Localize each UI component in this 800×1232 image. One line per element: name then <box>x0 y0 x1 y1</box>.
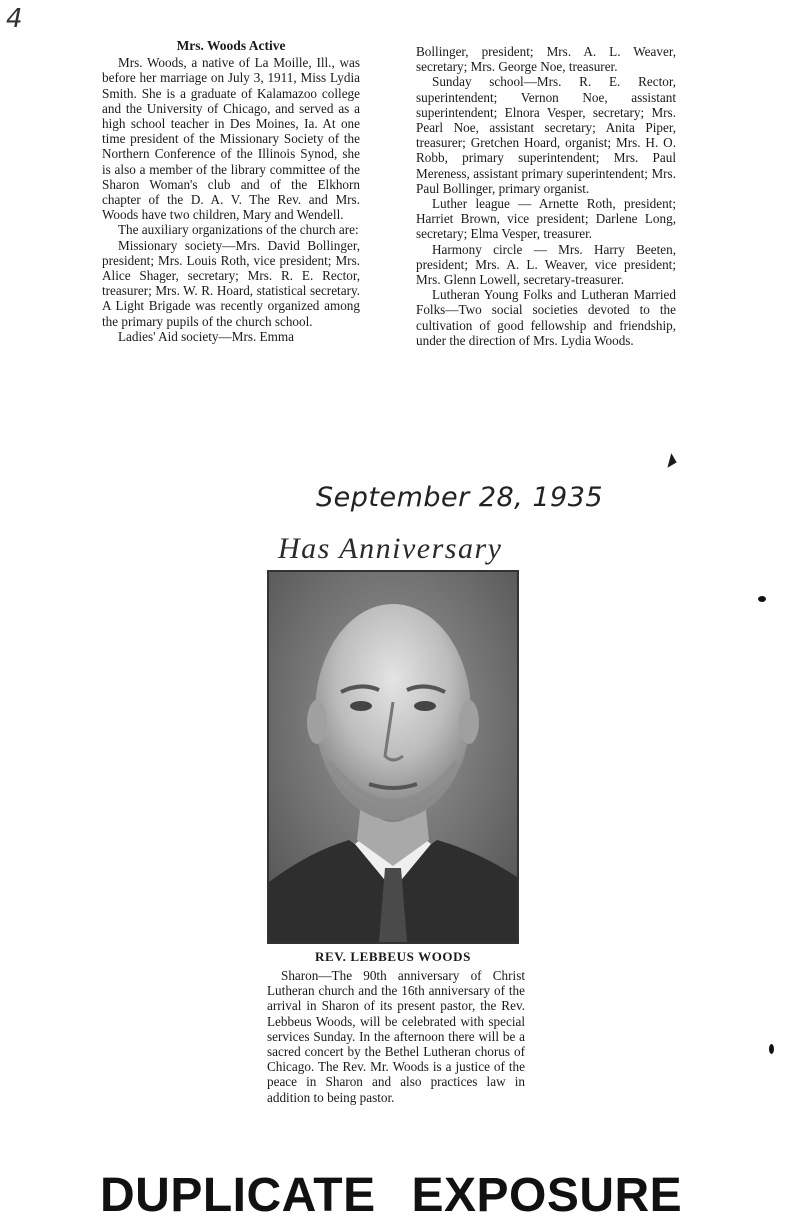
photo-caption: REV. LEBBEUS WOODS <box>315 949 471 964</box>
paragraph: Ladies' Aid society—Mrs. Emma <box>118 328 294 344</box>
paragraph: Bollinger, president; Mrs. A. L. Weaver, secretary; Mrs. George Noe, treasurer. <box>416 44 676 75</box>
end-mark: ◢ <box>660 451 678 470</box>
page-number: 4 <box>6 4 23 34</box>
speck <box>758 596 766 602</box>
portrait-photo <box>267 570 519 944</box>
section-heading: Mrs. Woods Active <box>176 38 286 53</box>
paragraph: Harmony circle — Mrs. Harry Beeten, president; Mrs. A. L. Weaver, vice president; Mrs. Glenn Lowell, secretary-treasurer. <box>416 241 676 288</box>
paragraph: Luther league — Arnette Roth, president; Harriet Brown, vice president; Darlene Long, secretary; Elma Vesper, treasurer. <box>416 196 676 242</box>
article-body <box>267 968 525 1105</box>
speck <box>769 1044 774 1054</box>
portrait-illustration <box>269 572 517 942</box>
duplicate-exposure-stamp: DUPLICATE EXPOSURE <box>100 1169 683 1222</box>
handwritten-date: September 28, 1935 <box>316 482 604 513</box>
paragraph: Missionary society—Mrs. David Bollinger, president; Mrs. Louis Roth, vice president; Mrs. Alice Shager, secretary; Mrs. R. E. Rector, treasurer; Mrs. W. R. Hoard, statistical secretary. A Light Brigade was recently organized among the primary pupils of the church school. <box>102 237 360 329</box>
right-column <box>416 44 676 348</box>
paragraph: Sunday school—Mrs. R. E. Rector, superintendent; Vernon Noe, assistant superintendent; Elnora Vesper, secretary; Mrs. Pearl Noe, assistant secretary; Anita Piper, treasurer; Gretchen Hoard, organist; Mrs. H. O. Robb, primary superintendent; Mrs. Paul Mereness, assistant primary superintendent; Mrs. Paul Bollinger, primary organist. <box>416 74 676 196</box>
article-paragraph: Sharon—The 90th anniversary of Christ Lutheran church and the 16th anniversary of the arrival in Sharon of its present pastor, the Rev. Lebbeus Woods, will be celebrated with special services Sunday. In the afternoon there will be a sacred concert by the Bethel Lutheran chorus of Chicago. The Rev. Mr. Woods is a justice of the peace in Sharon and also practices law in addition to being pastor. <box>267 968 525 1105</box>
paragraph: The auxiliary organizations of the church are: <box>118 222 359 238</box>
left-column <box>102 38 360 344</box>
paragraph: Lutheran Young Folks and Lutheran Married Folks—Two social societies devoted to the cultivation of good fellowship and friendship, under the direction of Mrs. Lydia Woods. <box>416 287 676 348</box>
headline: Has Anniversary <box>278 532 503 565</box>
paragraph: Mrs. Woods, a native of La Moille, Ill., was before her marriage on July 3, 1911, Miss Lydia Smith. She is a graduate of Kalamazoo college and the University of Chicago, and served as a high school teacher in Des Moines, Ia. At one time president of the Missionary Society of the Northern Conference of the Illinois Synod, she is also a member of the library committee of the Sharon Woman's club and of the Elkhorn chapter of the D. A. V. The Rev. and Mrs. Woods have two children, Mary and Wendell. <box>102 55 360 223</box>
